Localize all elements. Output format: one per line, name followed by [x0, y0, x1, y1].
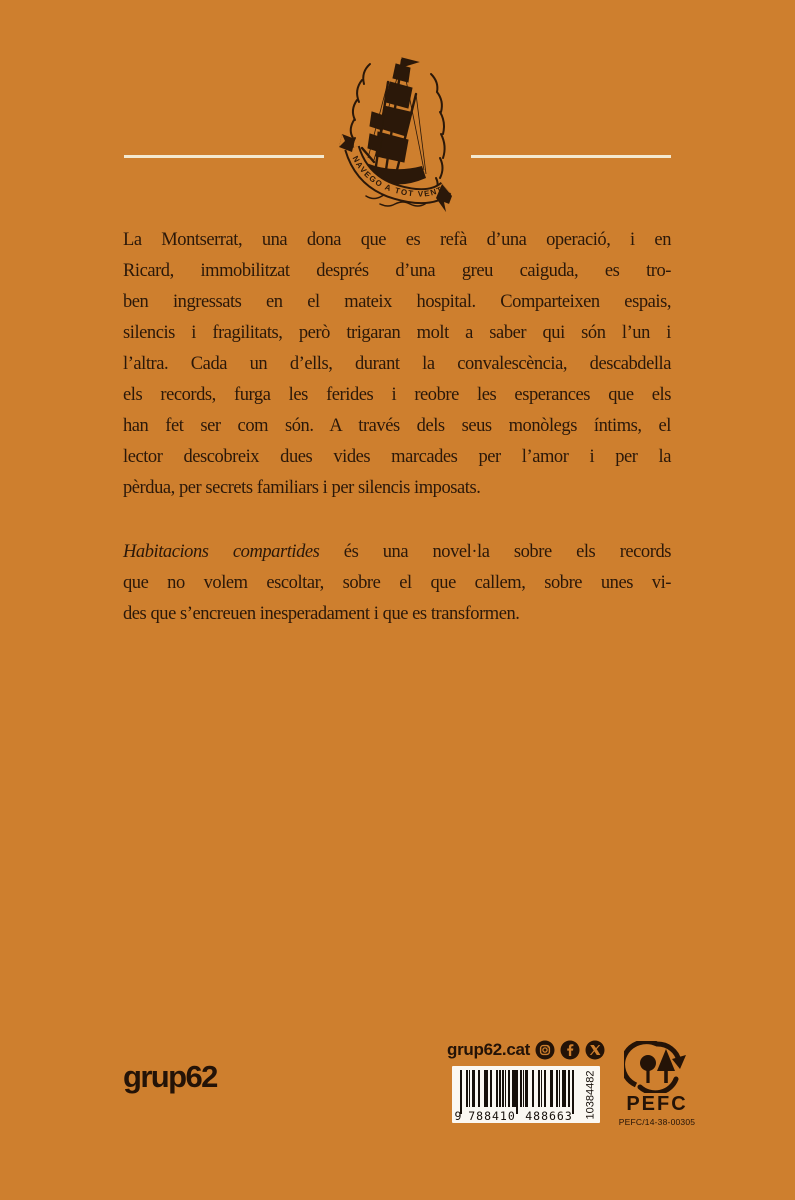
book-title-italic: Habitacions compartides: [123, 542, 320, 562]
text-segment: ben ingressats en el mateix hospital. Comparteixen espais,: [123, 292, 671, 312]
text-line: [123, 442, 671, 473]
paragraph: [123, 537, 671, 630]
text-line: [123, 256, 671, 287]
text-line: [123, 287, 671, 318]
pefc-label: PEFC: [626, 1093, 688, 1115]
text-line: [123, 473, 671, 504]
barcode-vertical-code: [583, 1066, 597, 1123]
sailing-ship-emblem: [336, 50, 462, 220]
barcode-guard: [516, 1070, 518, 1114]
publisher-logo: grup62: [123, 1059, 217, 1094]
text-segment: silencis i fragilitats, però trigaran molt a saber qui són l’un i: [123, 323, 671, 343]
text-segment: des que s’encreuen inesperadament i que es transformen.: [123, 604, 520, 624]
text-segment: els records, furga les ferides i reobre les esperances que els: [123, 385, 671, 405]
text-segment: pèrdua, per secrets familiars i per silencis imposats.: [123, 478, 481, 498]
barcode-digit-left: 9: [454, 1109, 462, 1123]
facebook-icon: [560, 1040, 580, 1060]
text-segment: lector descobreix dues vides marcades per l’amor i per la: [123, 447, 671, 467]
text-segment: és una novel·la sobre els records: [319, 542, 671, 562]
instagram-icon: [535, 1040, 555, 1060]
sails: [368, 58, 418, 162]
text-line: [123, 537, 671, 568]
pefc-certification: [609, 1041, 705, 1127]
text-line: [123, 411, 671, 442]
barcode-digit-group2: 488663: [525, 1109, 573, 1123]
website-row: [430, 1038, 605, 1062]
text-segment: que no volem escoltar, sobre el que callem, sobre unes vi-: [123, 573, 671, 593]
paragraph: [123, 225, 671, 504]
text-line: [123, 318, 671, 349]
text-line: [123, 349, 671, 380]
isbn-barcode: [452, 1066, 600, 1123]
x-twitter-icon: [585, 1040, 605, 1060]
ship-motto-text: NAVEGO A TOT VENT: [350, 154, 445, 199]
right-rule: [471, 155, 671, 158]
pefc-logo-icon: [624, 1041, 690, 1093]
text-segment: l’altra. Cada un d’ells, durant la convalescència, descabdella: [123, 354, 671, 374]
text-line: [123, 225, 671, 256]
barcode-digit-group1: 788410: [468, 1109, 516, 1123]
barcode-guard: [460, 1070, 462, 1114]
pefc-cert-code: PEFC/14-38-00305: [618, 1117, 696, 1127]
text-segment: han fet ser com són. A través dels seus monòlegs íntims, el: [123, 416, 671, 436]
text-line: [123, 599, 671, 630]
text-line: [123, 568, 671, 599]
barcode-digits: [452, 1109, 580, 1123]
text-segment: La Montserrat, una dona que es refà d’una operació, i en: [123, 230, 671, 250]
text-segment: Ricard, immobilitzat després d’una greu caiguda, es tro-: [123, 261, 671, 281]
body-text: [123, 225, 671, 630]
website-url: grup62.cat: [447, 1040, 530, 1059]
text-line: [123, 380, 671, 411]
barcode-guard: [572, 1070, 574, 1114]
left-rule: [124, 155, 324, 158]
barcode-vertical-number: 10384482: [584, 1070, 597, 1119]
